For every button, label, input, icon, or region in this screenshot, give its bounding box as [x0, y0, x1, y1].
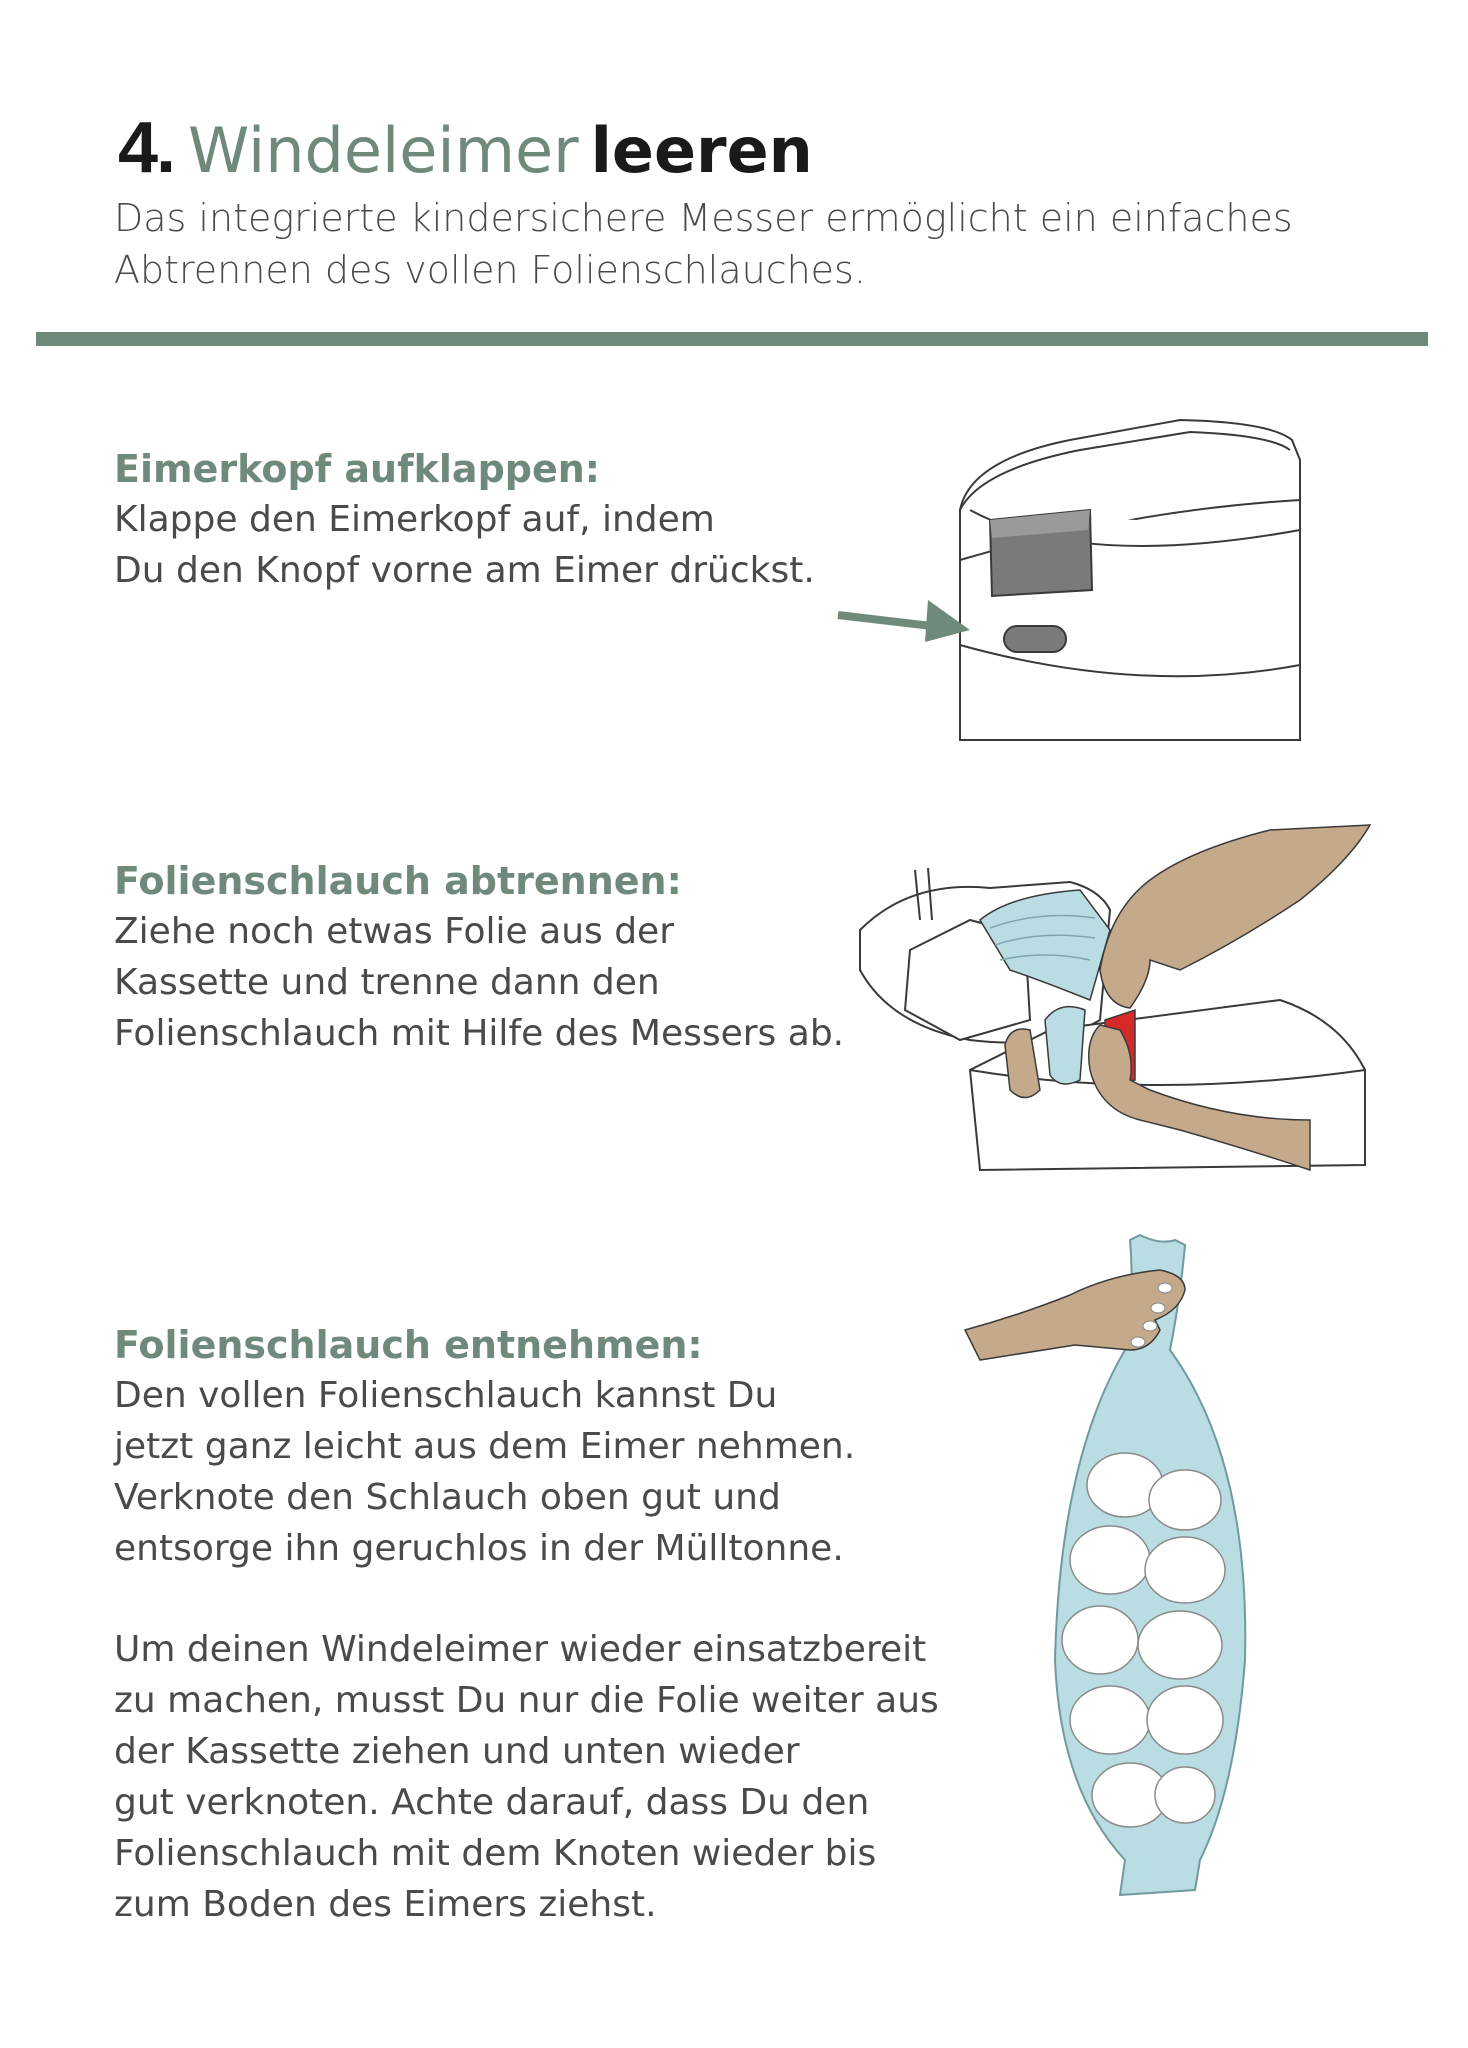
section-title: Eimerkopf aufklappen: — [114, 447, 601, 491]
intro-line-1: Das integrierte kindersichere Messer ermöglicht ein einfaches — [114, 196, 1293, 240]
intro-line-2: Abtrennen des vollen Folienschlauches. — [114, 248, 866, 292]
section-cut-film — [114, 856, 874, 1059]
hands-cutting-film-illustration — [850, 820, 1370, 1180]
arrow-right-icon — [838, 600, 970, 642]
hand-holding-bag-illustration — [960, 1230, 1250, 1910]
section-title: Folienschlauch abtrennen: — [114, 859, 682, 903]
section-text: Ziehe noch etwas Folie aus der Kassette und trenne dann den Folienschlauch mit Hilfe des Messers ab. — [114, 911, 845, 1054]
section-divider — [36, 332, 1428, 346]
title-highlight: Windeleimer — [188, 114, 579, 187]
bin-open-lid-illustration — [830, 410, 1330, 750]
section-remove-bag — [114, 1320, 974, 1930]
section-text-2: Um deinen Windeleimer wieder einsatzbereit zu machen, musst Du nur die Folie weiter aus der Kassette ziehen und unten wieder gut verknoten. Achte darauf, dass Du den Folienschlauch mit dem Knoten wieder bis zum Boden des Eimers ziehst. — [114, 1629, 939, 1925]
step-number: 4. — [118, 108, 175, 188]
section-text: Den vollen Folienschlauch kannst Du jetzt ganz leicht aus dem Eimer nehmen. Verknote den Schlauch oben gut und entsorge ihn geruchlos in der Mülltonne. — [114, 1375, 856, 1569]
page-title — [118, 108, 813, 188]
title-rest: leeren — [590, 114, 813, 187]
section-open-lid — [114, 444, 874, 596]
section-title: Folienschlauch entnehmen: — [114, 1323, 703, 1367]
section-text: Klappe den Eimerkopf auf, indem Du den Knopf vorne am Eimer drückst. — [114, 499, 815, 591]
intro-text — [114, 192, 1364, 296]
